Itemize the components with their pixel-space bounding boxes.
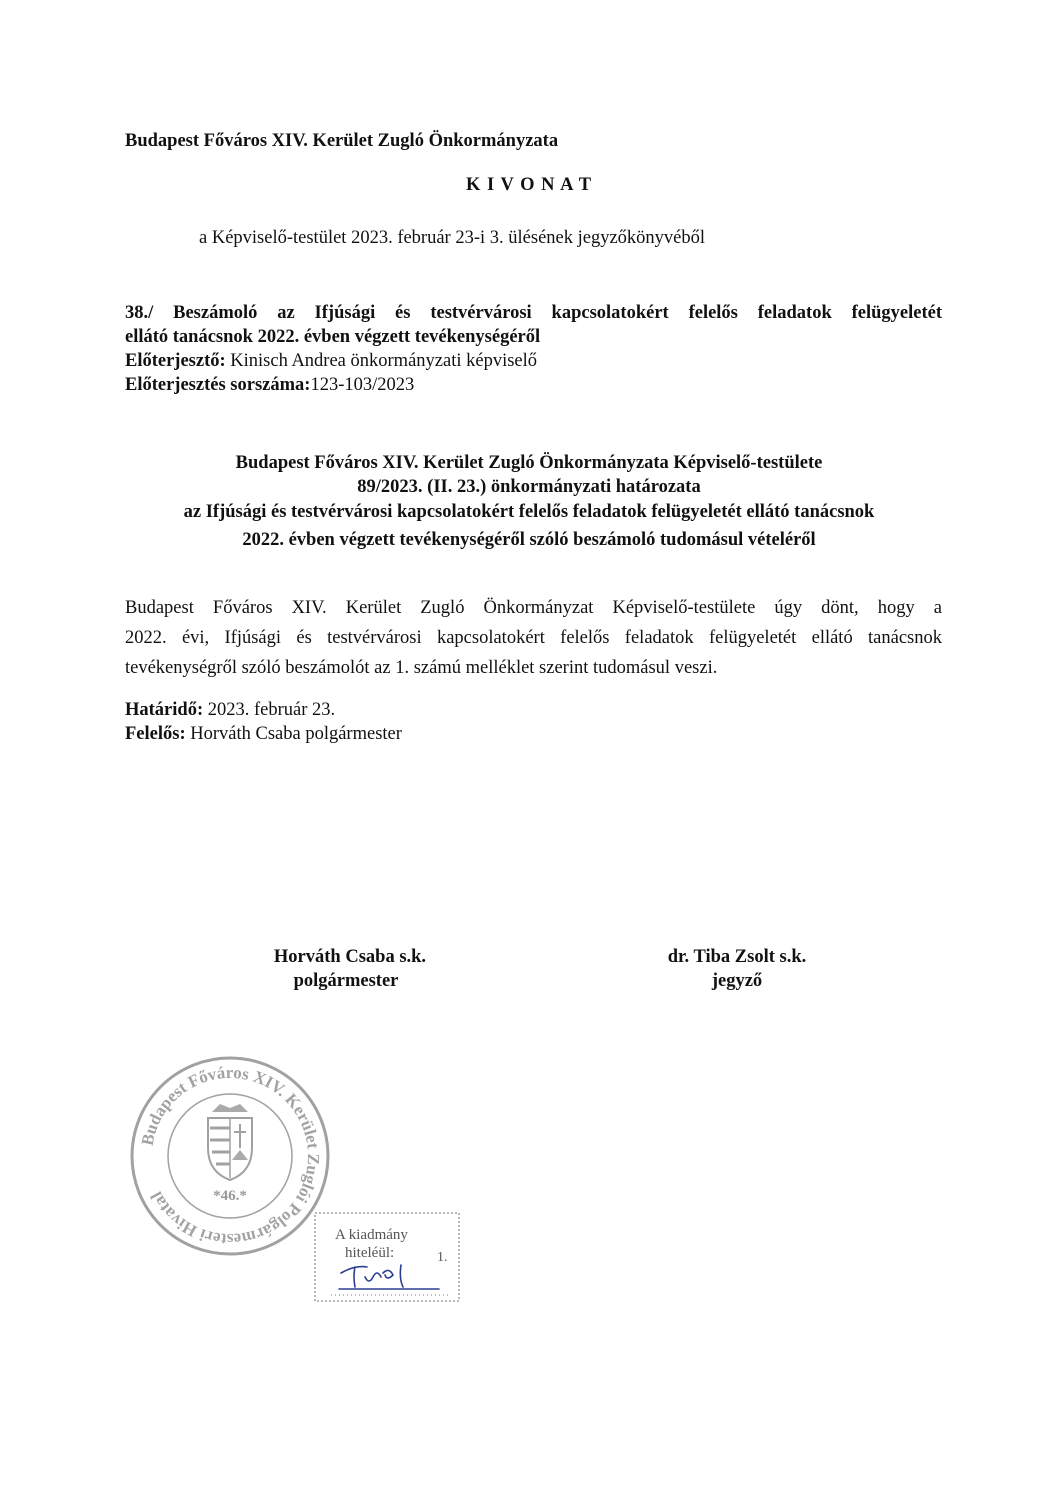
handwritten-signature [339, 1265, 439, 1289]
authentication-stamp-graphic [313, 1211, 461, 1307]
serial-line [125, 373, 414, 397]
responsible-value: Horváth Csaba polgármester [185, 724, 402, 744]
auth-stamp-line-1: A kiadmány [335, 1227, 408, 1243]
official-seal [126, 1052, 334, 1260]
organization-heading: Budapest Főváros XIV. Kerület Zugló Önkormányzata [125, 131, 559, 151]
presenter-value: Kinisch Andrea önkormányzati képviselő [225, 351, 538, 371]
body-line-3: tevékenységről szóló beszámolót az 1. számú melléklet szerint tudomásul veszi. [125, 658, 718, 678]
official-seal-graphic [126, 1052, 334, 1260]
presenter-label: Előterjesztő: [125, 351, 226, 371]
resolution-body [125, 593, 942, 683]
deadline-value: 2023. február 23. [203, 700, 336, 720]
document-subtitle: a Képviselő-testület 2023. február 23-i 3. ülésének jegyzőkönyvéből [199, 228, 706, 248]
body-line-2: 2022. évi, Ifjúsági és testvérvárosi kapcsolatokért felelős feladatok felügyeletét ellátó tanácsnok [125, 628, 942, 648]
deadline-line [125, 698, 335, 722]
auth-stamp-line-2: hiteléül: [345, 1245, 395, 1261]
mayor-signature-name: Horváth Csaba s.k. [273, 947, 427, 967]
serial-value: 123-103/2023 [310, 375, 415, 395]
document-type-title: K I V O N A T [465, 175, 593, 195]
resolution-line-4: 2022. évben végzett tevékenységéről szóló beszámoló tudomásul vételéről [242, 530, 816, 550]
notary-signature-name: dr. Tiba Zsolt s.k. [667, 947, 807, 967]
resolution-line-1: Budapest Főváros XIV. Kerület Zugló Önkormányzata Képviselő-testülete [235, 453, 823, 473]
item-title-line-1: 38./ Beszámoló az Ifjúsági és testvérvárosi kapcsolatokért felelős feladatok felügyeletét [125, 303, 942, 323]
body-line-1: Budapest Főváros XIV. Kerület Zugló Önkormányzat Képviselő-testülete úgy dönt, hogy a [125, 598, 942, 618]
deadline-label: Határidő: [125, 700, 204, 720]
coat-of-arms-icon [208, 1104, 252, 1180]
authentication-stamp [313, 1211, 461, 1307]
item-title-line-2: ellátó tanácsnok 2022. évben végzett tevékenységéről [125, 327, 541, 347]
seal-number: *46.* [213, 1188, 247, 1204]
seal-ring-text: Budapest Főváros XIV. Kerület Zuglói Polgármesteri Hivatal [137, 1062, 324, 1250]
resolution-line-3: az Ifjúsági és testvérvárosi kapcsolatokért felelős feladatok felügyeletét ellátó tanácsnok [183, 502, 875, 522]
notary-signature-title: jegyző [711, 971, 763, 991]
responsible-label: Felelős: [125, 724, 186, 744]
responsible-line [125, 722, 402, 746]
mayor-signature-title: polgármester [293, 971, 399, 991]
auth-stamp-suffix: 1. [437, 1250, 448, 1265]
serial-label: Előterjesztés sorszáma: [125, 375, 311, 395]
resolution-line-2: 89/2023. (II. 23.) önkormányzati határozata [357, 477, 701, 497]
presenter-line [125, 349, 537, 373]
item-title [125, 301, 942, 325]
